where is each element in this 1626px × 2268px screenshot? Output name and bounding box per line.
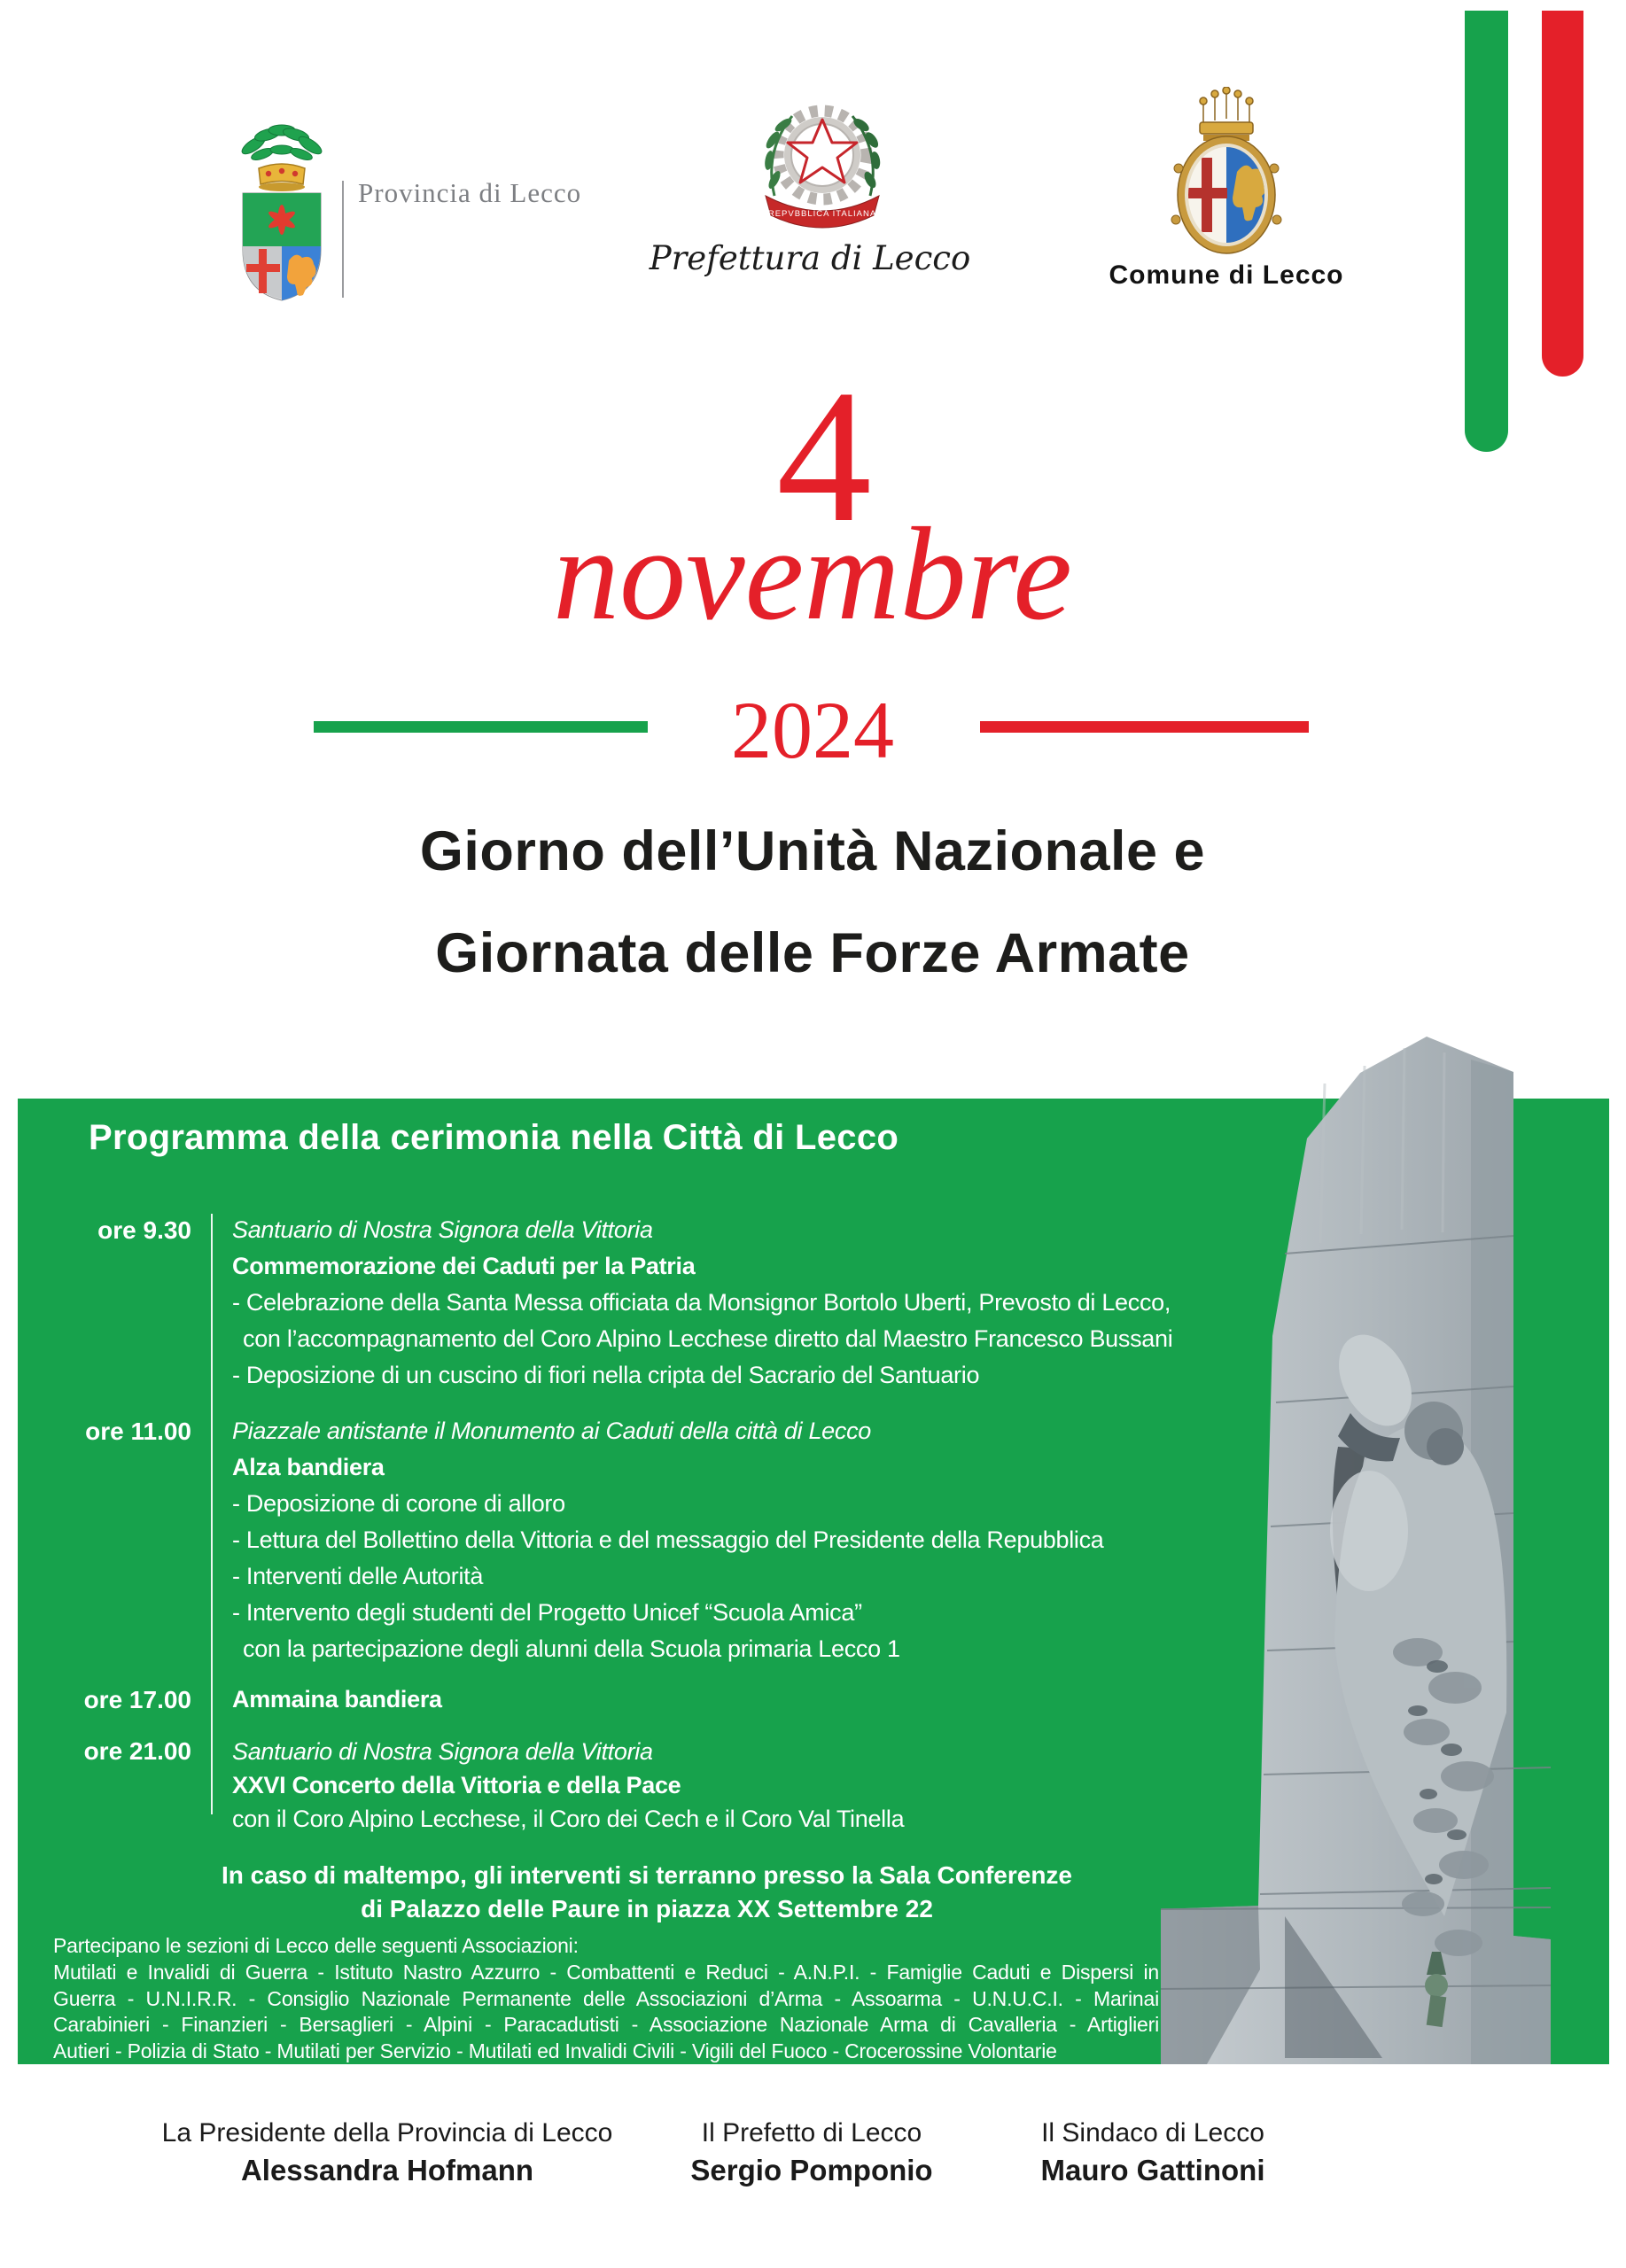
signature-role: La Presidente della Provincia di Lecco xyxy=(161,2118,613,2148)
event-time: ore 9.30 xyxy=(97,1216,191,1244)
participants-line: Carabinieri - Finanzieri - Bersaglieri - Alpini - Paracadutisti - Associazione Nazionale Arma di Cavalleria - Artiglieri xyxy=(53,2013,1159,2036)
event-time: ore 17.00 xyxy=(83,1686,191,1713)
signature-name: Sergio Pomponio xyxy=(690,2154,933,2186)
signature-provincia xyxy=(162,2116,613,2190)
poster-title-line2: Giornata delle Forze Armate xyxy=(435,922,1190,984)
tricolor-green-bar xyxy=(1465,11,1508,452)
event-detail: - Intervento degli studenti del Progetto Unicef “Scuola Amica” xyxy=(232,1599,862,1626)
prefettura-logo-label: Prefettura di Lecco xyxy=(649,239,971,277)
provincia-di-lecco-crest-icon xyxy=(236,117,328,305)
event-detail: con la partecipazione degli alunni della Scuola primaria Lecco 1 xyxy=(243,1635,900,1662)
signature-name: Alessandra Hofmann xyxy=(240,2154,534,2186)
event-title: Ammaina bandiera xyxy=(232,1686,442,1713)
war-memorial-monument-photo xyxy=(1152,1030,1613,2064)
notice-line1: In caso di maltempo, gli interventi si terranno presso la Sala Conferenze xyxy=(221,1861,1073,1889)
green-rule xyxy=(314,721,648,733)
event-detail: - Deposizione di un cuscino di fiori nella cripta del Sacrario del Santuario xyxy=(232,1362,980,1388)
program-header: Programma della cerimonia nella Città di Lecco xyxy=(89,1118,899,1157)
comune-di-lecco-crest-icon xyxy=(1163,87,1290,260)
notice-line2: di Palazzo delle Paure in piazza XX Settembre 22 xyxy=(361,1895,933,1922)
event-venue: Santuario di Nostra Signora della Vittoria xyxy=(232,1738,653,1765)
participants-block xyxy=(53,1931,1159,2064)
date-year: 2024 xyxy=(731,685,894,775)
event-title: XXVI Concerto della Vittoria e della Pace xyxy=(232,1772,681,1798)
signature-name: Mauro Gattinoni xyxy=(1040,2154,1265,2186)
event-venue: Santuario di Nostra Signora della Vittoria xyxy=(232,1216,653,1243)
event-detail: - Interventi delle Autorità xyxy=(232,1563,484,1589)
event-detail: con il Coro Alpino Lecchese, il Coro dei Cech e il Coro Val Tinella xyxy=(232,1806,905,1832)
event-detail: - Celebrazione della Santa Messa officiata da Monsignor Bortolo Uberti, Prevosto di Lecco, xyxy=(232,1289,1171,1316)
event-title: Commemorazione dei Caduti per la Patria xyxy=(232,1253,696,1279)
participants-line: Mutilati e Invalidi di Guerra - Istituto Nastro Azzurro - Combattenti e Reduci - A.N.P.I. - Famiglie Caduti e Dispersi in xyxy=(53,1961,1159,1984)
date-day: 4 xyxy=(776,350,872,562)
event-0930 xyxy=(18,1212,1172,1394)
event-time: ore 21.00 xyxy=(83,1737,191,1765)
event-time: ore 11.00 xyxy=(85,1418,191,1445)
provincia-logo-divider xyxy=(342,181,344,298)
bad-weather-notice xyxy=(18,1859,1276,1926)
emblem-ribbon-text: REPVBBLICA ITALIANA xyxy=(767,209,877,219)
event-detail: - Deposizione di corone di alloro xyxy=(232,1490,565,1517)
event-1100 xyxy=(18,1413,1104,1667)
signature-sindaco xyxy=(1041,2116,1265,2190)
signature-role: Il Prefetto di Lecco xyxy=(701,2118,922,2148)
event-detail: - Lettura del Bollettino della Vittoria e del messaggio del Presidente della Repubblica xyxy=(232,1526,1104,1553)
event-title: Alza bandiera xyxy=(232,1454,385,1480)
provincia-logo-label: Provincia di Lecco xyxy=(358,177,582,208)
event-1700 xyxy=(18,1682,442,1718)
participants-line: Guerra - U.N.I.R.R. - Consiglio Nazionale Permanente delle Associazioni d’Arma - Assoarma - U.N.U.C.I. - Marinai xyxy=(53,1986,1159,2010)
signature-prefetto xyxy=(690,2116,932,2190)
event-2100 xyxy=(18,1735,904,1836)
red-rule xyxy=(980,721,1309,733)
signature-role: Il Sindaco di Lecco xyxy=(1041,2118,1264,2148)
event-detail: con l’accompagnamento del Coro Alpino Lecchese diretto dal Maestro Francesco Bussani xyxy=(243,1325,1173,1352)
event-venue: Piazzale antistante il Monumento ai Caduti della città di Lecco xyxy=(232,1418,872,1444)
repubblica-italiana-emblem-icon xyxy=(755,91,890,244)
poster-title-line1: Giorno dell’Unità Nazionale e xyxy=(419,820,1206,882)
date-month: novembre xyxy=(553,501,1072,648)
participants-line: Autieri - Polizia di Stato - Mutilati per Servizio - Mutilati ed Invalidi Civili - Vigili del Fuoco - Crocerossine Volontarie xyxy=(53,2039,1057,2062)
participants-intro: Partecipano le sezioni di Lecco delle seguenti Associazioni: xyxy=(53,1934,579,1957)
tricolor-red-bar xyxy=(1542,11,1583,377)
comune-logo-label: Comune di Lecco xyxy=(1109,260,1344,290)
